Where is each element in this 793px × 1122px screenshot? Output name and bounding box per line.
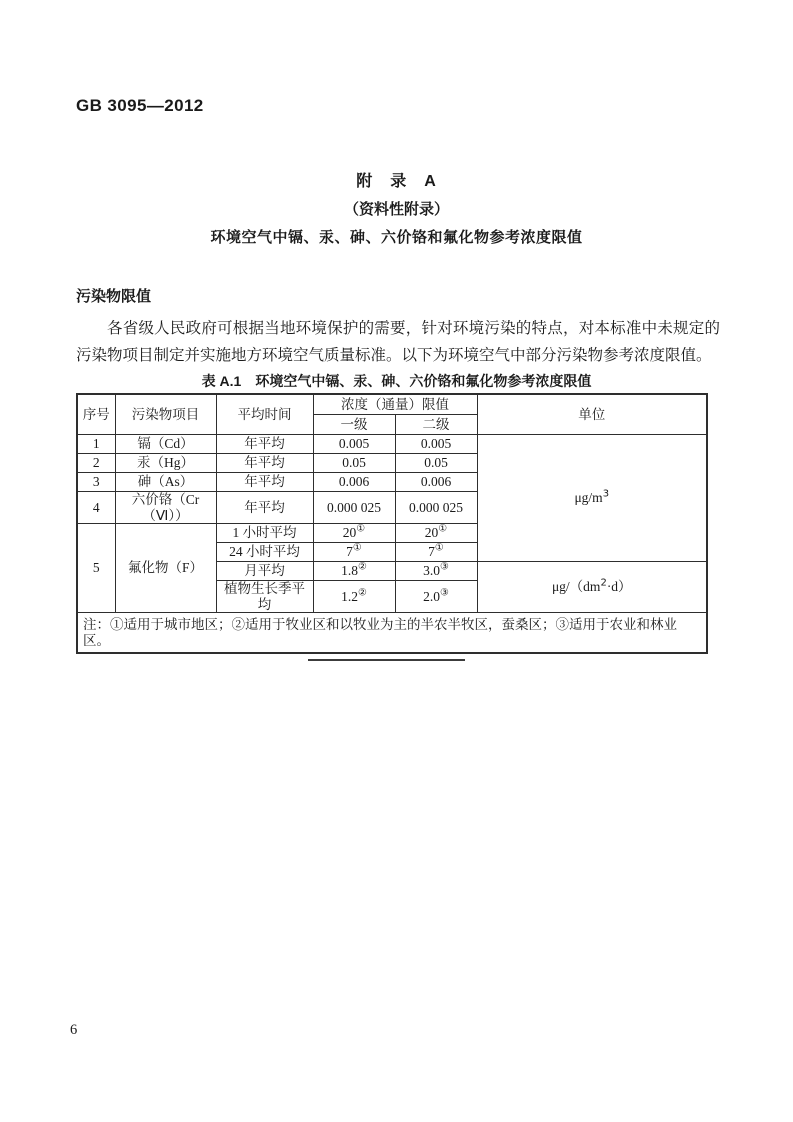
header-level2: 二级 [395,415,477,435]
table-caption: 表 A.1 环境空气中镉、汞、砷、六价铬和氟化物参考浓度限值 [201,373,592,389]
header-seq: 序号 [77,394,115,435]
cell-avg-time: 24 小时平均 [216,543,313,562]
cell-level2: 3.0③ [395,562,477,581]
body-paragraph: 各省级人民政府可根据当地环境保护的需要，针对环境污染的特点，对本标准中未规定的污染物项目制定并实施地方环境空气质量标准。以下为环境空气中部分污染物参考浓度限值。 [76,320,720,364]
appendix-subtitle: （资料性附录） [343,201,449,218]
cell-unit-ug-m3: $\mu g/m^3$ [477,435,707,562]
pollutant-limits-table [76,393,708,654]
end-of-text-divider [308,659,465,661]
appendix-heading-block [0,168,793,247]
cell-avg-time: 年平均 [216,435,313,454]
cell-pollutant: 砷（As） [115,473,216,492]
cell-pollutant: 汞（Hg） [115,454,216,473]
table-note-row [77,613,707,654]
cell-level2: 20① [395,524,477,543]
cell-level1: 0.05 [313,454,395,473]
page-number: 6 [70,1022,78,1038]
cell-level2: 0.006 [395,473,477,492]
standard-code: GB 3095—2012 [76,96,204,115]
cell-avg-time: 1 小时平均 [216,524,313,543]
cell-avg-time: 年平均 [216,454,313,473]
cell-pollutant: 六价铬（Cr（Ⅵ）） [115,492,216,524]
header-limit-group: 浓度（通量）限值 [313,394,477,415]
cell-level1: 1.8② [313,562,395,581]
cell-level1: 20① [313,524,395,543]
table-row [77,435,707,454]
header-level1: 一级 [313,415,395,435]
cell-avg-time: 月平均 [216,562,313,581]
cell-level2: 0.05 [395,454,477,473]
header-pollutant: 污染物项目 [115,394,216,435]
cell-level1: 0.005 [313,435,395,454]
cell-level1: 7① [313,543,395,562]
cell-level2: 2.0③ [395,581,477,613]
appendix-label: 附 录 A [356,173,437,190]
cell-avg-time: 年平均 [216,473,313,492]
table-note: 注：①适用于城市地区；②适用于牧业区和以牧业为主的半农半牧区，蚕桑区；③适用于农业和林业区。 [77,613,707,654]
cell-level1: 0.000 025 [313,492,395,524]
cell-avg-time: 植物生长季平均 [216,581,313,613]
appendix-title: 环境空气中镉、汞、砷、六价铬和氟化物参考浓度限值 [210,229,583,246]
cell-seq: 4 [77,492,115,524]
cell-level2: 0.005 [395,435,477,454]
cell-seq: 3 [77,473,115,492]
cell-seq: 2 [77,454,115,473]
cell-pollutant: 氟化物（F） [115,524,216,613]
cell-level1: 1.2② [313,581,395,613]
cell-pollutant: 镉（Cd） [115,435,216,454]
header-unit: 单位 [477,394,707,435]
header-avg-time: 平均时间 [216,394,313,435]
cell-level2: 0.000 025 [395,492,477,524]
cell-level2: 7① [395,543,477,562]
section-heading: 污染物限值 [76,288,152,305]
table-header-row-1 [77,394,707,415]
cell-unit-ug-dm2d: $\mu g/(dm^2\cdot d)$ [477,562,707,613]
cell-seq: 1 [77,435,115,454]
cell-seq: 5 [77,524,115,613]
cell-level1: 0.006 [313,473,395,492]
cell-avg-time: 年平均 [216,492,313,524]
